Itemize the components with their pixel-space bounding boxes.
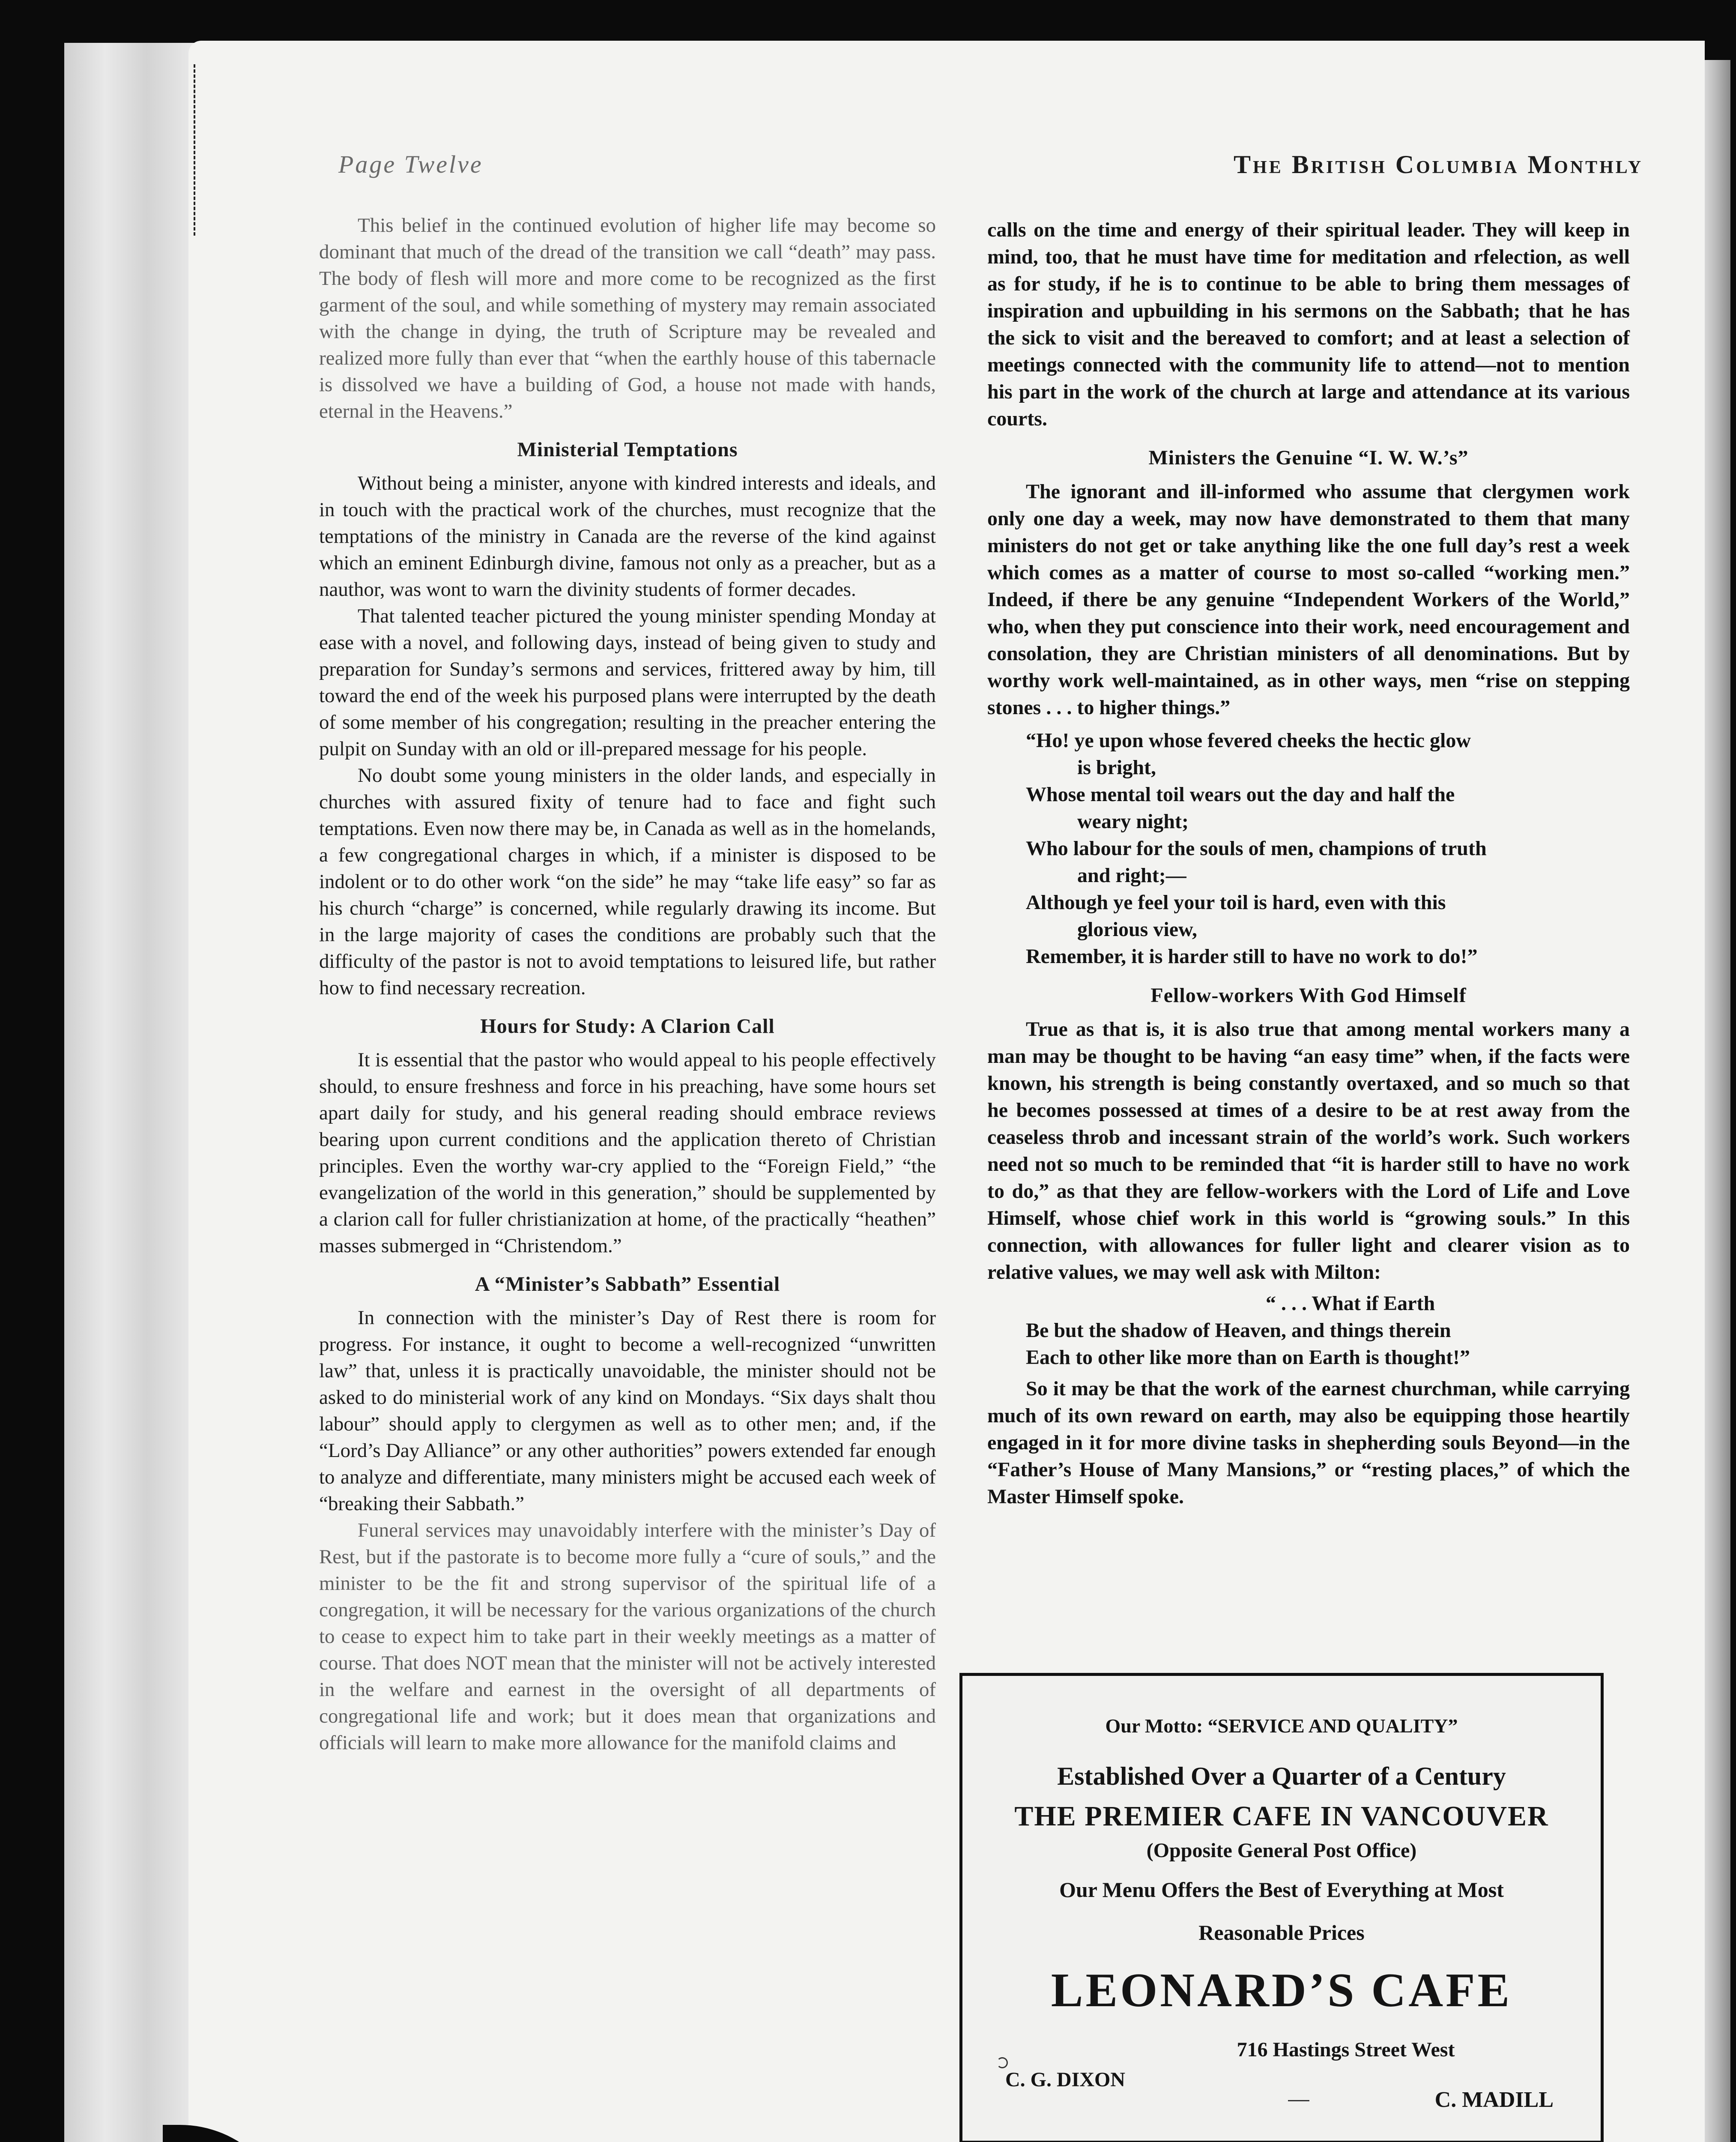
paragraph: So it may be that the work of the earnest churchman, while carrying much of its own reward on earth, may also be equipping those heartily engaged in it for more divine tasks in shepherding souls Beyond—in the “Father’s House of Many Mansions,” or “resting places,” of which the Master Himself spoke. — [987, 1377, 1630, 1508]
ad-owner-left: C. G. DIXON — [1005, 2068, 1126, 2091]
poem-line: is bright, — [1077, 756, 1156, 779]
poem-line: Although ye feel your toil is hard, even with this — [1026, 891, 1446, 914]
paragraph: The ignorant and ill-informed who assume that clergymen work only one day a week, may now have demonstrated to them that many ministers do not get or take anything like the one full day’s rest a week which comes as a matter of course to most so-called “working men.” Indeed, if there be any genuine “Independent Workers of the World,” who, when they put conscience into their work, need encouragement and consolation, they are Christian ministers of all denominations. But by worthy work well-maintained, as in other ways, men “rise on stepping stones . . . to higher things.” — [987, 480, 1630, 719]
quote-line: Be but the shadow of Heaven, and things therein — [1026, 1319, 1451, 1342]
paragraph: In connection with the minister’s Day of Rest there is room for progress. For instance, it ought to become a well-recognized “unwritten law” that, unless it is practically unavoidable, the minister should not be asked to do ministerial work of any kind on Mondays. “Six days shalt thou labour” should apply to clergymen as well as to other men; and, if the “Lord’s Day Alliance” or any other authorities” powers extended far enough to analyze and differentiate, many ministers might be accused each week of “breaking their Sabbath.” — [319, 1307, 936, 1515]
heading-ministerial-temptations: Ministerial Temptations — [517, 438, 738, 461]
stray-mark — [997, 2057, 1008, 2068]
ad-address: 716 Hastings Street West — [1237, 2038, 1455, 2061]
right-column — [987, 216, 1630, 1510]
binding-marks — [194, 64, 198, 236]
divider-dash — [1288, 2100, 1309, 2101]
ad-established: Established Over a Quarter of a Century — [1057, 1762, 1506, 1790]
paragraph: Without being a minister, anyone with kindred interests and ideals, and in touch with the practical work of the churches, must recognize that the temptations of the ministry in Canada are the reverse of the kind against which an eminent Edinburgh divine, famous not only as a preacher, but as a nauthor, was wont to warn the divinity students of former decades. — [319, 472, 936, 601]
ad-menu: Our Menu Offers the Best of Everything at Most — [1059, 1878, 1504, 1902]
paragraph: That talented teacher pictured the young minister spending Monday at ease with a novel, and following days, instead of being given to study and preparation for Sunday’s sermons and services, frittered away by him, till toward the end of the week his purposed plans were interrupted by the death of some member of his congregation; resulting in the preacher entering the pulpit on Sunday with an old or ill-prepared message for his people. — [319, 605, 936, 760]
poem-line: “Ho! ye upon whose fevered cheeks the hectic glow — [1026, 729, 1471, 752]
paragraph: True as that is, it is also true that among mental workers many a man may be thought to be having “an easy time” when, if the facts were known, his strength is being constantly overtaxed, and so much so that he becomes possessed at times of a desire to be at rest away from the ceaseless throb and incessant strain of the world’s work. Such workers need not so much to be reminded that “it is harder still to have no work to do,” as that they are fellow-workers with the Lord of Life and Love Himself, whose chief work in this world is “growing souls.” In this connection, with allowances for fuller light and clearer vision as to relative values, we may well ask with Milton: — [987, 1018, 1630, 1283]
ad-premier: THE PREMIER CAFE IN VANCOUVER — [1014, 1801, 1549, 1832]
paragraph: No doubt some young ministers in the older lands, and especially in churches with assured fixity of tenure had to face and fight such temptations. Even now there may be, in Canada as well as in the homelands, a few congregational charges in which, if a minister is disposed to be indolent or to do other work “on the side” he may “take life easy” so far as his church “charge” is concerned, while regularly drawing its income. But in the large majority of cases the conditions are probably such that the difficulty of the pastor is not to avoid temptations to leisured life, but rather how to find necessary recreation. — [319, 764, 936, 999]
heading-ministers-sabbath: A “Minister’s Sabbath” Essential — [475, 1273, 780, 1295]
publication-title: The British Columbia Monthly — [1234, 150, 1643, 179]
paragraph: Funeral services may unavoidably interfere with the minister’s Day of Rest, but if the pastorate is to become more fully a “cure of souls,” and the minister to be the fit and strong supervisor of the spiritual life of a congregation, it will be necessary for the various organizations of the church to cease to expect him to take part in their weekly meetings as a matter of course. That does NOT mean that the minister will not be actively interested in the welfare and earnest in the oversight of all departments of congregational life and work; but it does mean that organizations and officials will learn to make more allowance for the manifold claims and — [319, 1519, 936, 1754]
cafe-advertisement — [959, 1673, 1604, 2142]
ad-motto: Our Motto: “SERVICE AND QUALITY” — [1105, 1715, 1458, 1737]
quote-line: “ . . . What if Earth — [1266, 1292, 1435, 1315]
ad-owner-right: C. MADILL — [1434, 2088, 1554, 2112]
ad-cafe-name: LEONARD’S CAFE — [1051, 1964, 1512, 2017]
poem-line: weary night; — [1077, 810, 1189, 833]
page-number-label: Page Twelve — [338, 150, 483, 178]
poem-line: Who labour for the souls of men, champions of truth — [1026, 837, 1487, 860]
milton-quote — [1026, 1290, 1630, 1371]
paragraph: It is essential that the pastor who would appeal to his people effectively should, to ensure freshness and force in his preaching, have some hours set apart daily for study, and his general reading should embrace reviews bearing upon current conditions and the application thereto of Christian principles. Even the worthy war-cry applied to the “Foreign Field,” “the evangelization of the world in this generation,” should be supplemented by a clarion call for fuller christianization at home, of the practically “heathen” masses submerged in “Christendom.” — [319, 1049, 936, 1257]
poem-line: glorious view, — [1077, 918, 1198, 941]
poem-line: Remember, it is harder still to have no work to do!” — [1026, 945, 1478, 968]
left-column — [319, 212, 936, 1756]
poem-line: and right;— — [1077, 864, 1186, 887]
heading-hours-for-study: Hours for Study: A Clarion Call — [480, 1015, 775, 1038]
poem-line: Whose mental toil wears out the day and half the — [1026, 783, 1455, 806]
intro-paragraph: This belief in the continued evolution of higher life may become so dominant that much of the dread of the transition we call “death” may pass. The body of flesh will more and more come to be recognized as the first garment of the soul, and while something of mystery may remain associated with the change in dying, the truth of Scripture may be revealed and realized more fully than ever that “when the earthly house of this tabernacle is dissolved we have a building of God, a house not made with hands, eternal in the Heavens.” — [319, 214, 936, 422]
ad-prices: Reasonable Prices — [1198, 1921, 1365, 1945]
quote-line: Each to other like more than on Earth is thought!” — [1026, 1346, 1470, 1369]
ad-location-note: (Opposite General Post Office) — [1146, 1839, 1417, 1862]
page-stack-edge — [64, 43, 201, 2142]
continuation-paragraph: calls on the time and energy of their spiritual leader. They will keep in mind, too, that he must have time for meditation and rfelection, as well as for study, if he is to continue to be able to bring them messages of inspiration and upbuilding in his sermons on the Sabbath; that he has the sick to visit and the bereaved to comfort; and at least a selection of meetings connected with the community life to attend—not to mention his part in the work of the church at large and attendance at its various courts. — [987, 218, 1630, 430]
poem-quote — [1026, 727, 1630, 970]
heading-fellow-workers: Fellow-workers With God Himself — [1150, 984, 1467, 1007]
heading-genuine-iww: Ministers the Genuine “I. W. W.’s” — [1148, 446, 1469, 469]
